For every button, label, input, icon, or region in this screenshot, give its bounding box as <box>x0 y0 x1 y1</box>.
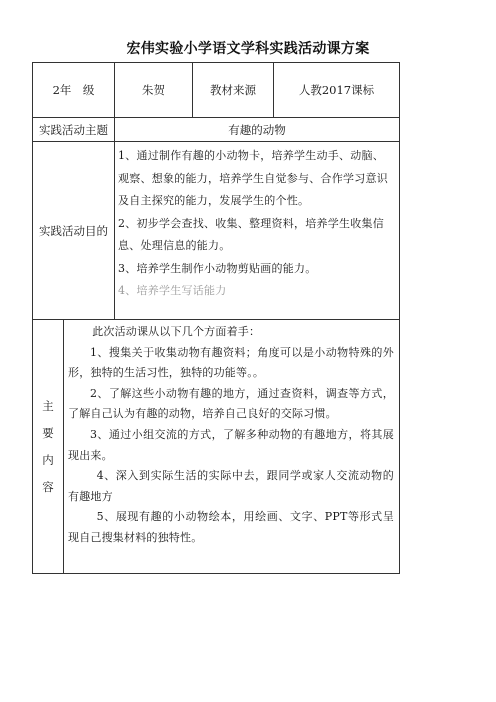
content-list <box>64 320 399 573</box>
content-item: 2、了解这些小动物有趣的地方，通过查资料，调查等方式，了解自己认为有趣的动物，培养自己良好的交际习惯。 <box>68 386 394 421</box>
purpose-row <box>33 142 399 320</box>
purpose-list <box>115 142 399 319</box>
plan-table <box>32 62 400 574</box>
content-item: 4、深入到实际生活的实际中去，跟同学或家人交流动物的有趣地方 <box>68 469 394 503</box>
theme-label: 实践活动主题 <box>33 118 115 141</box>
content-label <box>33 320 64 573</box>
content-item: 1、搜集关于收集动物有趣资料；角度可以是小动物特殊的外形，独特的生活习性，独特的功能等。。 <box>68 345 394 380</box>
content-row <box>33 320 399 573</box>
purpose-item: 1、通过制作有趣的小动物卡，培养学生动手、动脑、观察、想象的能力，培养学生自觉参与、合作学习意识及自主探究的能力，发展学生的个性。 <box>118 149 388 207</box>
content-intro: 此次活动课从以下几个方面着手： <box>92 325 261 338</box>
purpose-item: 3、培养学生制作小动物剪贴画的能力。 <box>118 261 317 275</box>
purpose-item: 2、初步学会查找、收集、整理资料，培养学生收集信息、处理信息的能力。 <box>118 216 384 252</box>
document-title: 宏伟实验小学语文学科实践活动课方案 <box>126 41 370 57</box>
theme-row <box>33 118 399 142</box>
source-value-cell: 人教2017课标 <box>298 83 375 97</box>
theme-value: 有趣的动物 <box>228 122 286 137</box>
content-label-char: 内 <box>42 452 54 467</box>
grade-cell: 2年 级 <box>33 63 115 117</box>
content-item: 3、通过小组交流的方式，了解多种动物的有趣地方，将其展现出来。 <box>68 427 394 462</box>
content-label-char: 要 <box>42 425 54 440</box>
teacher-cell: 朱贺 <box>115 63 193 117</box>
purpose-item: 4、培养学生写话能力 <box>118 284 227 297</box>
content-item: 5、展现有趣的小动物绘本，用绘画、文字、PPT等形式呈现自己搜集材料的独特性。 <box>68 510 394 544</box>
source-label-cell: 教材来源 <box>193 63 274 117</box>
purpose-label: 实践活动目的 <box>33 142 115 319</box>
content-label-char: 容 <box>42 479 54 494</box>
content-label-char: 主 <box>42 398 54 413</box>
header-row <box>33 63 399 118</box>
